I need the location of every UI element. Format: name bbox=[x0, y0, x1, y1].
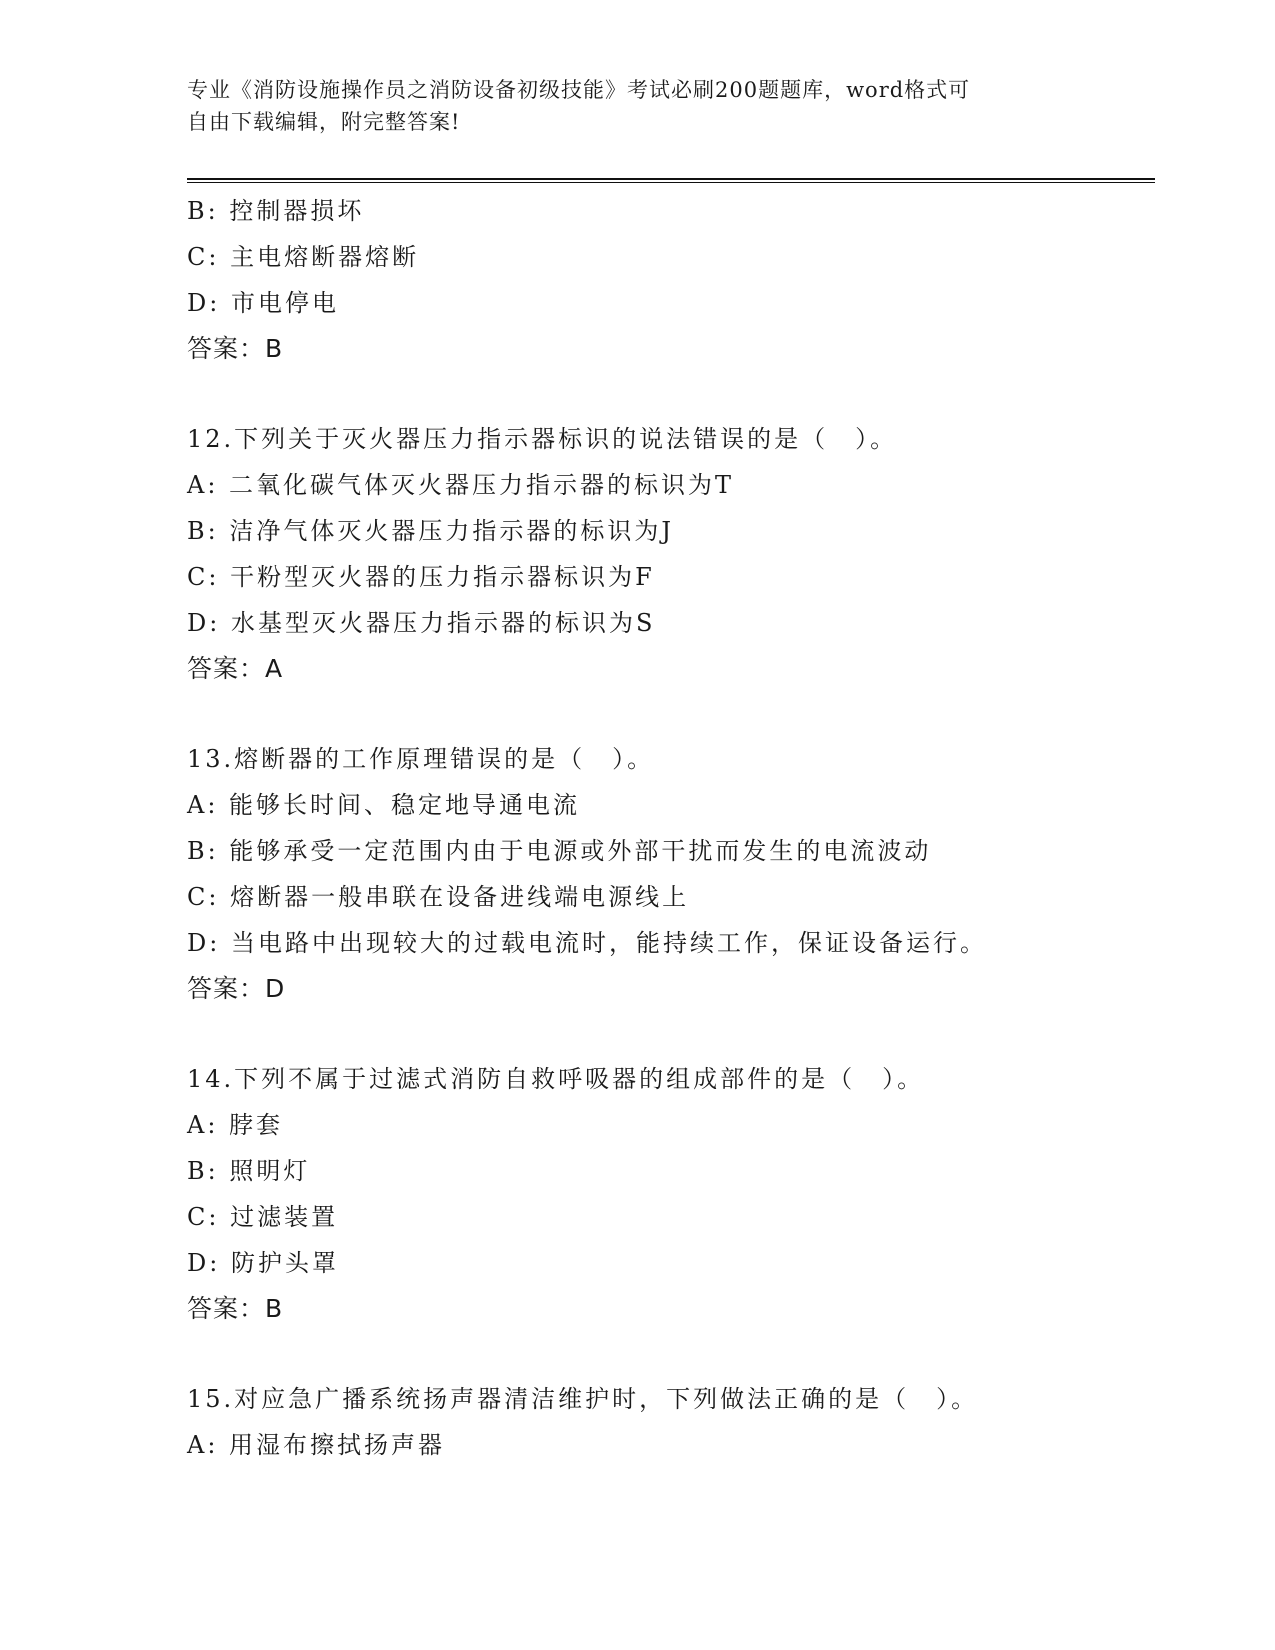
option-b: B: 照明灯 bbox=[187, 1157, 311, 1185]
option-a: A: 能够长时间、稳定地导通电流 bbox=[187, 791, 581, 819]
option-b: B: 洁净气体灭火器压力指示器的标识为J bbox=[187, 517, 674, 545]
answer: 答案：D bbox=[187, 974, 286, 1003]
option-a: A: 用湿布擦拭扬声器 bbox=[187, 1431, 446, 1459]
answer: 答案：A bbox=[187, 654, 284, 683]
question-list bbox=[187, 188, 1155, 1468]
question-block-11-tail bbox=[187, 188, 1155, 372]
option-b: B: 控制器损坏 bbox=[187, 197, 365, 225]
header-line-2: 自由下载编辑，附完整答案! bbox=[187, 110, 461, 134]
option-b: B: 能够承受一定范围内由于电源或外部干扰而发生的电流波动 bbox=[187, 837, 932, 865]
option-a: A: 二氧化碳气体灭火器压力指示器的标识为T bbox=[187, 471, 735, 499]
option-a: A: 脖套 bbox=[187, 1111, 284, 1139]
question-text: 13.熔断器的工作原理错误的是（ ）。 bbox=[187, 745, 655, 773]
answer: 答案：B bbox=[187, 334, 284, 363]
header-divider bbox=[187, 178, 1155, 183]
question-text: 14.下列不属于过滤式消防自救呼吸器的组成部件的是（ ）。 bbox=[187, 1065, 925, 1093]
header-line-1: 专业《消防设施操作员之消防设备初级技能》考试必刷200题题库，word格式可 bbox=[187, 78, 971, 102]
answer: 答案：B bbox=[187, 1294, 284, 1323]
question-block-12 bbox=[187, 416, 1155, 692]
option-c: C: 干粉型灭火器的压力指示器标识为F bbox=[187, 563, 655, 591]
question-block-14 bbox=[187, 1056, 1155, 1332]
spacer bbox=[187, 1012, 1155, 1056]
option-c: C: 过滤装置 bbox=[187, 1203, 339, 1231]
spacer bbox=[187, 1332, 1155, 1376]
question-block-15 bbox=[187, 1376, 1155, 1468]
spacer bbox=[187, 692, 1155, 736]
option-d: D: 水基型灭火器压力指示器的标识为S bbox=[187, 609, 656, 637]
option-c: C: 熔断器一般串联在设备进线端电源线上 bbox=[187, 883, 690, 911]
option-d: D: 防护头罩 bbox=[187, 1249, 339, 1277]
question-text: 12.下列关于灭火器压力指示器标识的说法错误的是（ ）。 bbox=[187, 425, 898, 453]
question-block-13 bbox=[187, 736, 1155, 1012]
option-d: D: 市电停电 bbox=[187, 289, 339, 317]
question-text: 15.对应急广播系统扬声器清洁维护时，下列做法正确的是（ ）。 bbox=[187, 1385, 979, 1413]
page-header bbox=[187, 74, 1067, 138]
option-d: D: 当电路中出现较大的过载电流时，能持续工作，保证设备运行。 bbox=[187, 929, 987, 957]
spacer bbox=[187, 372, 1155, 416]
option-c: C: 主电熔断器熔断 bbox=[187, 243, 420, 271]
